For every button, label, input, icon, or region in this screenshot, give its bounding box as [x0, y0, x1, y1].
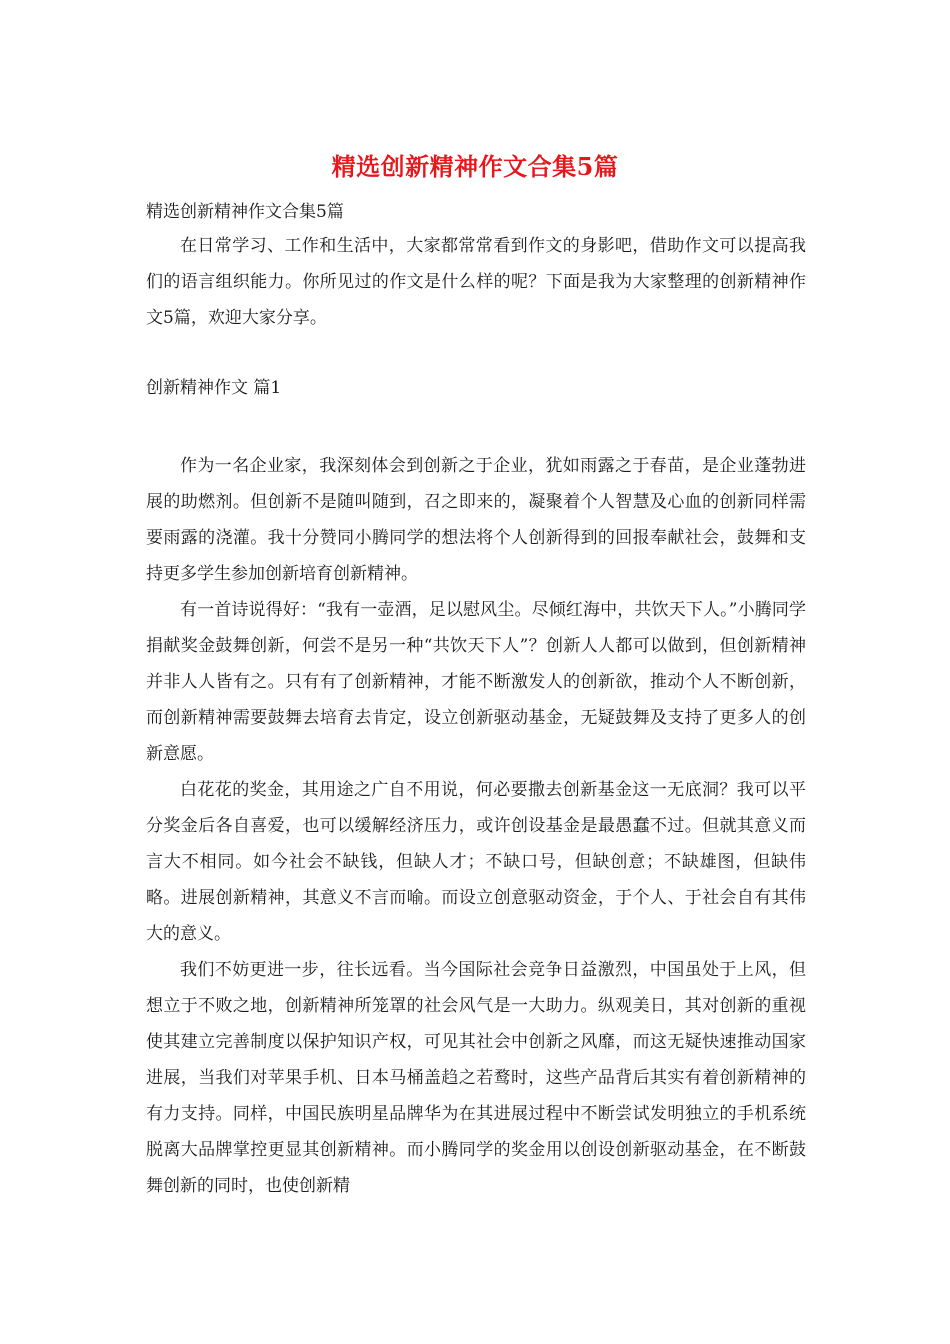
- body-paragraph: 有一首诗说得好：“我有一壶酒，足以慰风尘。尽倾红海中，共饮天下人。”小腾同学捐献奖金鼓舞创新，何尝不是另一种“共饮天下人”？创新人人都可以做到，但创新精神并非人人皆有之。只有有了创新精神，才能不断激发人的创新欲，推动个人不断创新，而创新精神需要鼓舞去培育去肯定，设立创新驱动基金，无疑鼓舞及支持了更多人的创新意愿。: [146, 600, 806, 764]
- spacer: [146, 336, 806, 370]
- document-body: [146, 196, 806, 1204]
- intro-paragraph: 在日常学习、工作和生活中，大家都常常看到作文的身影吧，借助作文可以提高我们的语言组织能力。你所见过的作文是什么样的呢？下面是我为大家整理的创新精神作文5篇，欢迎大家分享。: [146, 236, 806, 328]
- section-heading: 创新精神作文 篇1: [146, 378, 282, 398]
- body-paragraph: 作为一名企业家，我深刻体会到创新之于企业，犹如雨露之于春苗，是企业蓬勃进展的助燃剂。但创新不是随叫随到，召之即来的，凝聚着个人智慧及心血的创新同样需要雨露的浇灌。我十分赞同小腾同学的想法将个人创新得到的回报奉献社会，鼓舞和支持更多学生参加创新培育创新精神。: [146, 456, 806, 584]
- document-title: 精选创新精神作文合集5篇: [331, 152, 619, 181]
- body-paragraph: 我们不妨更进一步，往长远看。当今国际社会竞争日益激烈，中国虽处于上风，但想立于不败之地，创新精神所笼罩的社会风气是一大助力。纵观美日，其对创新的重视使其建立完善制度以保护知识产权，可见其社会中创新之风靡，而这无疑快速推动国家进展，当我们对苹果手机、日本马桶盖趋之若鹜时，这些产品背后其实有着创新精神的有力支持。同样，中国民族明星品牌华为在其进展过程中不断尝试发明独立的手机系统脱离大品牌掌控更显其创新精神。而小腾同学的奖金用以创设创新驱动基金，在不断鼓舞创新的同时，也使创新精: [146, 960, 806, 1196]
- body-paragraph: 白花花的奖金，其用途之广自不用说，何必要撒去创新基金这一无底洞？我可以平分奖金后各自喜爱，也可以缓解经济压力，或许创设基金是最愚蠢不过。但就其意义而言大不相同。如今社会不缺钱，但缺人才；不缺口号，但缺创意；不缺雄图，但缺伟略。进展创新精神，其意义不言而喻。而设立创意驱动资金，于个人、于社会自有其伟大的意义。: [146, 780, 806, 944]
- document-subtitle: 精选创新精神作文合集5篇: [146, 202, 344, 222]
- spacer: [146, 406, 806, 448]
